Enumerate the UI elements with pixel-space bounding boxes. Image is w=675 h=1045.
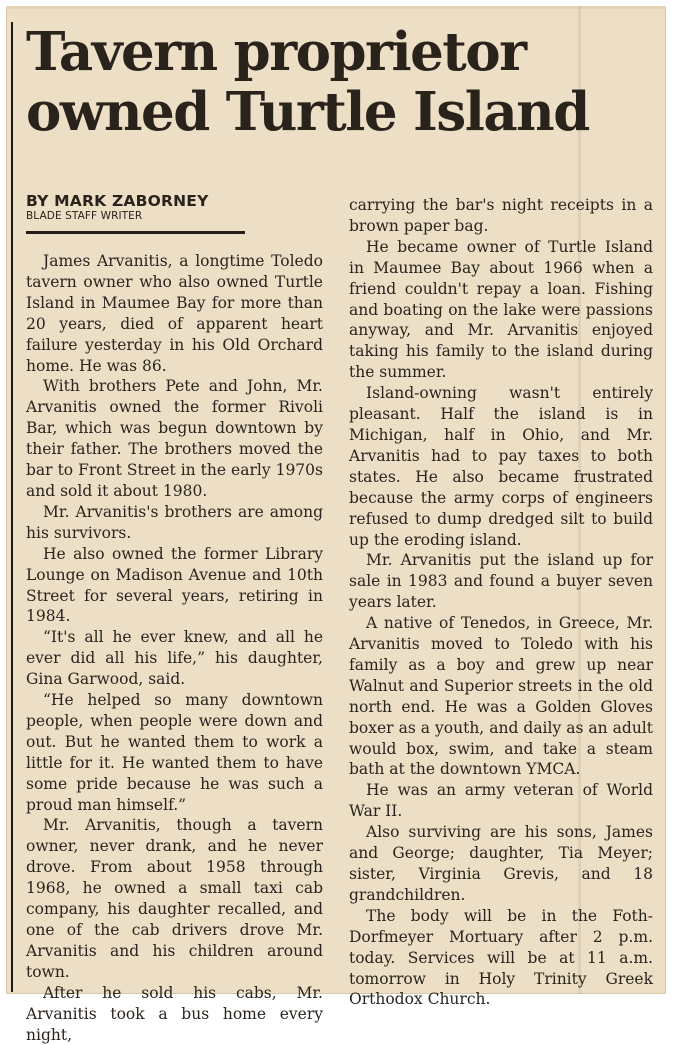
- paragraph: “He helped so many downtown people, when people were down and out. But he wanted them to work a little for it. He wanted them to have some pride because he was such a proud man himself.”: [26, 691, 323, 814]
- byline-author: BY MARK ZABORNEY: [26, 192, 209, 210]
- paragraph: He was an army veteran of World War II.: [349, 781, 653, 821]
- headline-line-1: Tavern proprietor: [26, 21, 526, 83]
- paragraph: He became owner of Turtle Island in Maumee Bay about 1966 when a friend couldn't repay a loan. Fishing and boating on the lake were passions anyway, and Mr. Arvanitis enjoyed taking his family to the island during the summer.: [349, 237, 653, 382]
- byline-rule: [26, 231, 245, 234]
- paragraph: He also owned the former Library Lounge on Madison Avenue and 10th Street for several years, retiring in 1984.: [26, 544, 323, 626]
- column-rule: [11, 22, 13, 992]
- article-column-2: [349, 195, 653, 1010]
- paragraph: After he sold his cabs, Mr. Arvanitis took a bus home every night,: [26, 983, 323, 1044]
- paragraph: Mr. Arvanitis's brothers are among his survivors.: [26, 502, 323, 542]
- paragraph: “It's all he ever knew, and all he ever did all his life,” his daughter, Gina Garwood, said.: [26, 628, 323, 689]
- paragraph: Mr. Arvanitis, though a tavern owner, never drank, and he never drove. From about 1958 through 1968, he owned a small taxi cab company, his daughter recalled, and one of the cab drivers drove Mr. Arvanitis and his children around town.: [26, 816, 323, 981]
- clipping-top-edge: [6, 6, 666, 9]
- paragraph: The body will be in the Foth-Dorfmeyer Mortuary after 2 p.m. today. Services will be at 11 a.m. tomorrow in Holy Trinity Greek Orthodox Church.: [349, 906, 653, 1009]
- paragraph: carrying the bar's night receipts in a brown paper bag.: [349, 196, 653, 235]
- paragraph: Island-owning wasn't entirely pleasant. Half the island is in Michigan, half in Ohio, and Mr. Arvanitis had to pay taxes to both states. He also became frustrated because the army corps of engineers refused to dump dredged silt to build up the eroding island.: [349, 384, 653, 549]
- byline-staff: BLADE STAFF WRITER: [26, 210, 143, 222]
- paragraph: With brothers Pete and John, Mr. Arvanitis owned the former Rivoli Bar, which was begun downtown by their father. The brothers moved the bar to Front Street in the early 1970s and sold it about 1980.: [26, 377, 323, 500]
- headline: [26, 22, 656, 142]
- paragraph: Mr. Arvanitis put the island up for sale in 1983 and found a buyer seven years later.: [349, 551, 653, 612]
- article-column-1: [26, 251, 323, 1045]
- paragraph: Also surviving are his sons, James and George; daughter, Tia Meyer; sister, Virginia Grevis, and 18 grandchildren.: [349, 823, 653, 904]
- paragraph: James Arvanitis, a longtime Toledo tavern owner who also owned Turtle Island in Maumee Bay for more than 20 years, died of apparent heart failure yesterday in his Old Orchard home. He was 86.: [26, 252, 323, 375]
- paragraph: A native of Tenedos, in Greece, Mr. Arvanitis moved to Toledo with his family as a boy and grew up near Walnut and Superior streets in the old north end. He was a Golden Gloves boxer as a youth, and daily as an adult would box, swim, and take a steam bath at the downtown YMCA.: [349, 614, 653, 779]
- headline-line-2: owned Turtle Island: [26, 81, 589, 143]
